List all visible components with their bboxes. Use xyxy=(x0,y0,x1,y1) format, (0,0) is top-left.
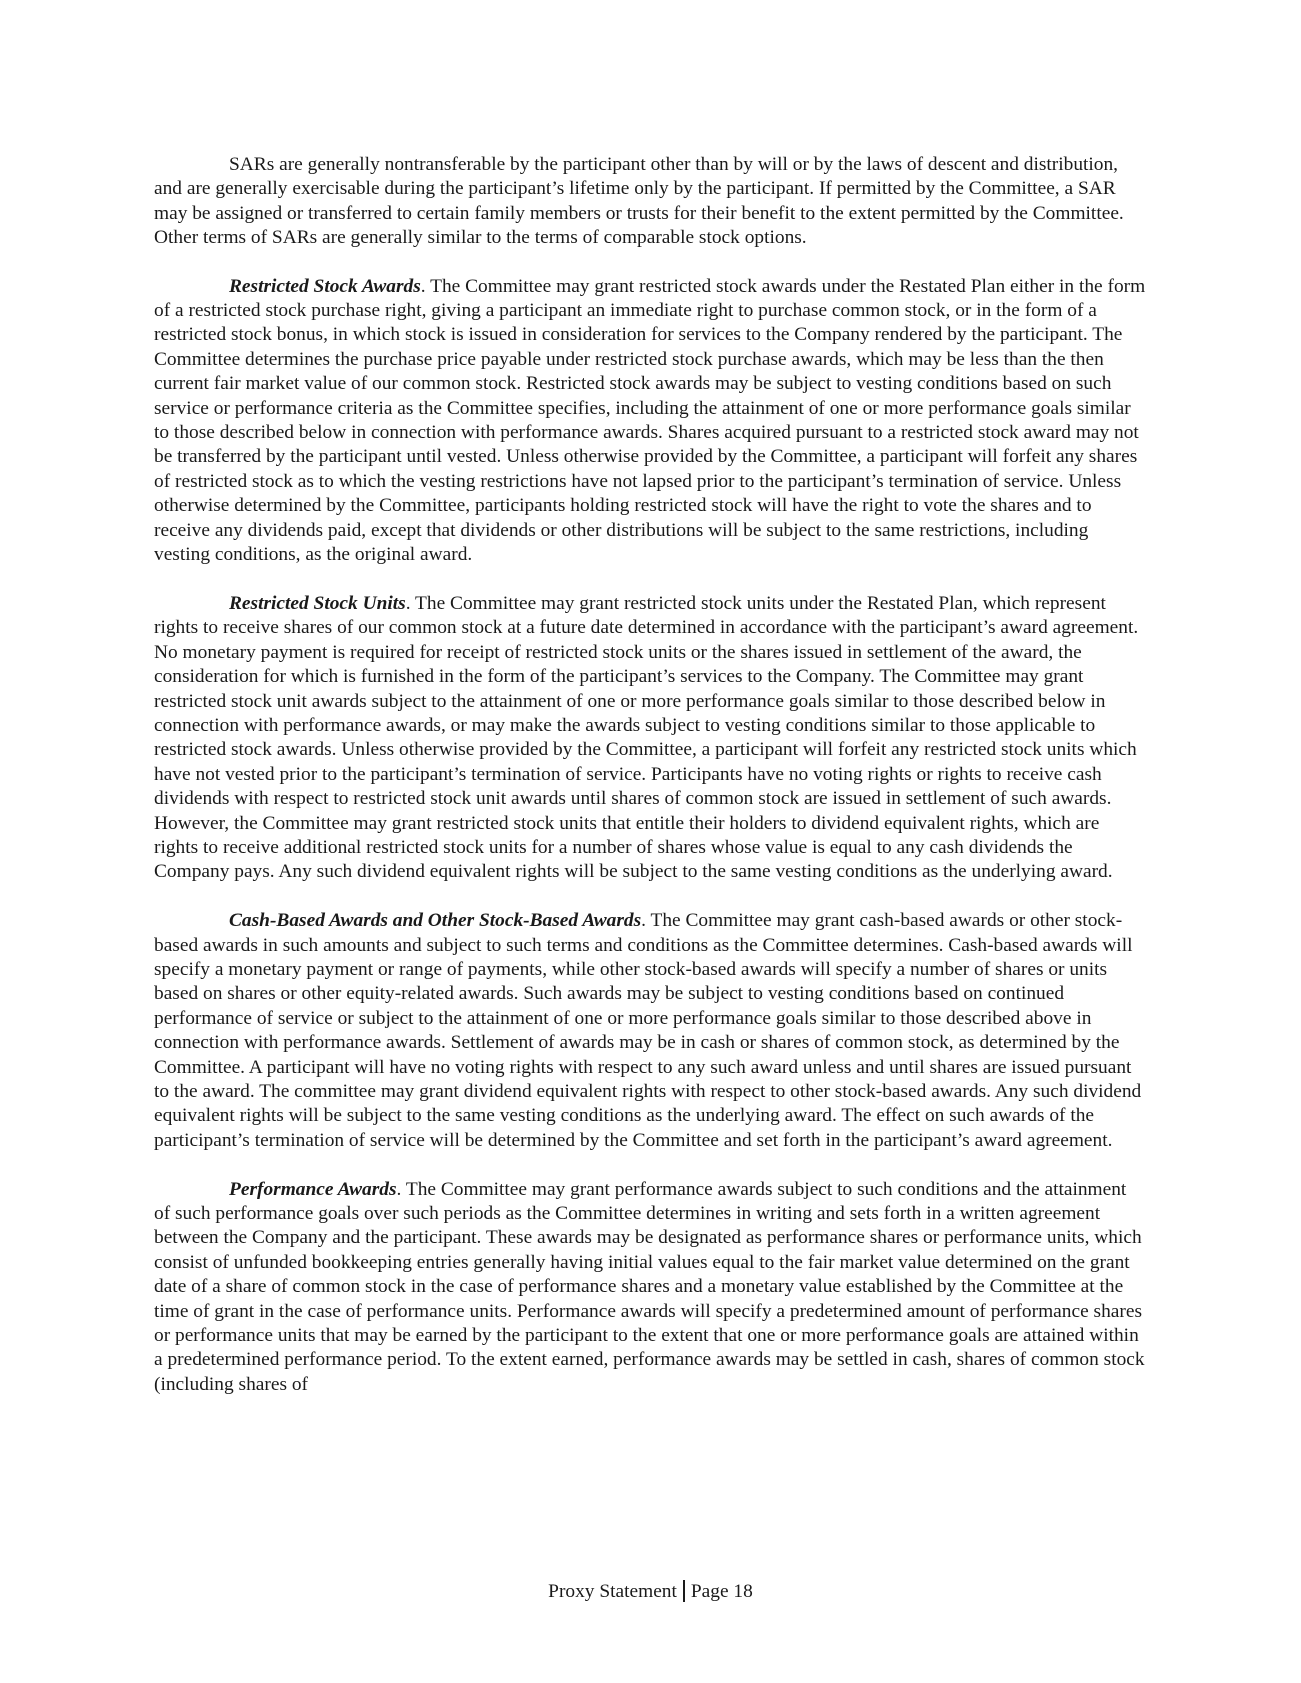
paragraph-text: . The Committee may grant restricted stock units under the Restated Plan, which represent rights to receive shares of our common stock at a future date determined in accordance with the participant’s award agreement. No monetary payment is required for receipt of restricted stock units or the shares issued in settlement of the award, the consideration for which is furnished in the form of the participant’s services to the Company. The Committee may grant restricted stock unit awards subject to the attainment of one or more performance goals similar to those described below in connection with performance awards, or may make the awards subject to vesting conditions similar to those applicable to restricted stock awards. Unless otherwise provided by the Committee, a participant will forfeit any restricted stock units which have not vested prior to the participant’s termination of service. Participants have no voting rights or rights to receive cash dividends with respect to restricted stock unit awards until shares of common stock are issued in settlement of such awards. However, the Committee may grant restricted stock units that entitle their holders to dividend equivalent rights, which are rights to receive additional restricted stock units for a number of shares whose value is equal to any cash dividends the Company pays. Any such dividend equivalent rights will be subject to the same vesting conditions as the underlying award. xyxy=(154,592,1139,883)
section-heading: Restricted Stock Awards xyxy=(229,275,421,297)
footer-document-title: Proxy Statement xyxy=(548,1581,677,1602)
paragraph-text: SARs are generally nontransferable by the participant other than by will or by the laws of descent and distribution, and are generally exercisable during the participant’s lifetime only by the participant. If permitted by the Committee, a SAR may be assigned or transferred to certain family members or trusts for their benefit to the extent permitted by the Committee. Other terms of SARs are generally similar to the terms of comparable stock options. xyxy=(154,154,1124,249)
paragraph-performance-awards xyxy=(154,1178,1146,1398)
paragraph-restricted-stock-awards xyxy=(154,275,1146,568)
section-heading: Cash-Based Awards and Other Stock-Based Awards xyxy=(229,910,642,932)
paragraph-text: . The Committee may grant restricted stock awards under the Restated Plan either in the form of a restricted stock purchase right, giving a participant an immediate right to purchase common stock, or in the form of a restricted stock bonus, in which stock is issued in consideration for services to the Company rendered by the participant. The Committee determines the purchase price payable under restricted stock purchase awards, which may be less than the then current fair market value of our common stock. Restricted stock awards may be subject to vesting conditions based on such service or performance criteria as the Committee specifies, including the attainment of one or more performance goals similar to those described below in connection with performance awards. Shares acquired pursuant to a restricted stock award may not be transferred by the participant until vested. Unless otherwise provided by the Committee, a participant will forfeit any shares of restricted stock as to which the vesting restrictions have not lapsed prior to the participant’s termination of service. Unless otherwise determined by the Committee, participants holding restricted stock will have the right to vote the shares and to receive any dividends paid, except that dividends or other distributions will be subject to the same restrictions, including vesting conditions, as the original award. xyxy=(154,275,1146,566)
section-heading: Performance Awards xyxy=(229,1178,397,1200)
page-footer xyxy=(0,1580,1301,1604)
paragraph-sars xyxy=(154,153,1146,251)
footer-page-number: Page 18 xyxy=(690,1581,753,1602)
paragraph-restricted-stock-units xyxy=(154,592,1146,885)
footer-separator xyxy=(683,1580,685,1602)
section-heading: Restricted Stock Units xyxy=(229,592,406,614)
paragraph-text: . The Committee may grant cash-based awards or other stock-based awards in such amounts and subject to such terms and conditions as the Committee determines. Cash-based awards will specify a monetary payment or range of payments, while other stock-based awards will specify a number of shares or units based on shares or other equity-related awards. Such awards may be subject to vesting conditions based on continued performance of service or subject to the attainment of one or more performance goals similar to those described above in connection with performance awards. Settlement of awards may be in cash or shares of common stock, as determined by the Committee. A participant will have no voting rights with respect to any such award unless and until shares are issued pursuant to the award. The committee may grant dividend equivalent rights with respect to other stock-based awards. Any such dividend equivalent rights will be subject to the same vesting conditions as the underlying award. The effect on such awards of the participant’s termination of service will be determined by the Committee and set forth in the participant’s award agreement. xyxy=(154,910,1142,1151)
paragraph-text: . The Committee may grant performance awards subject to such conditions and the attainment of such performance goals over such periods as the Committee determines in writing and sets forth in a written agreement between the Company and the participant. These awards may be designated as performance shares or performance units, which consist of unfunded bookkeeping entries generally having initial values equal to the fair market value determined on the grant date of a share of common stock in the case of performance shares and a monetary value established by the Committee at the time of grant in the case of performance units. Performance awards will specify a predetermined amount of performance shares or performance units that may be earned by the participant to the extent that one or more performance goals are attained within a predetermined performance period. To the extent earned, performance awards may be settled in cash, shares of common stock (including shares of xyxy=(154,1178,1145,1395)
paragraph-cash-based-awards xyxy=(154,909,1146,1153)
document-body xyxy=(154,153,1146,1422)
